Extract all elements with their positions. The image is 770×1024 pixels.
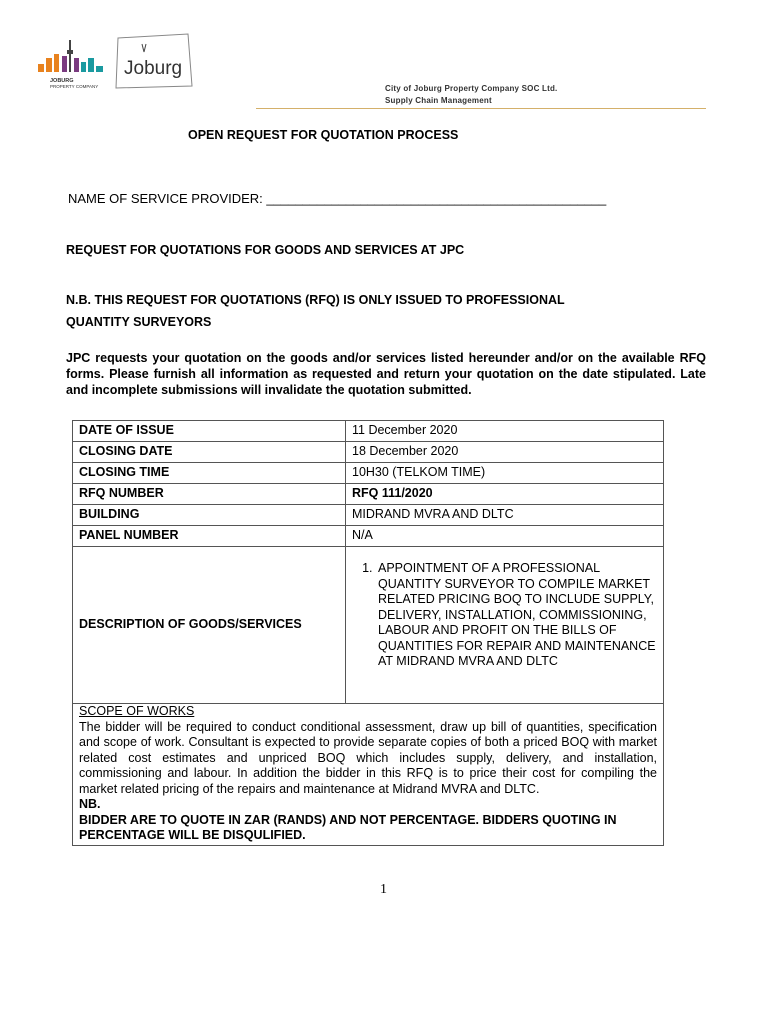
- list-item: 1. APPOINTMENT OF A PROFESSIONAL QUANTITY SURVEYOR TO COMPILE MARKET RELATED PRICING BOQ TO INCLUDE SUPPLY, DELIVERY, INSTALLATION, COMMISSIONING, LABOUR AND PROFIT ON THE BILLS OF QUANTITIES FOR REPAIR AND MAINTENANCE AT MIDRAND MVRA AND DLTC: [376, 561, 657, 670]
- description-value: [346, 547, 664, 704]
- rfq-heading: REQUEST FOR QUOTATIONS FOR GOODS AND SERVICES AT JPC: [66, 243, 465, 257]
- scope-heading: SCOPE OF WORKS: [79, 704, 195, 718]
- logo-text-1: JOBURG: [50, 78, 74, 84]
- row-value: RFQ 111/2020: [346, 484, 664, 505]
- row-value: 11 December 2020: [346, 421, 664, 442]
- nb-label: NB.: [79, 797, 101, 811]
- row-label: DATE OF ISSUE: [73, 421, 346, 442]
- document-title: OPEN REQUEST FOR QUOTATION PROCESS: [188, 128, 459, 142]
- scope-row: [73, 704, 664, 846]
- row-value: 10H30 (TELKOM TIME): [346, 463, 664, 484]
- logo-text-2: PROPERTY COMPANY: [50, 84, 99, 89]
- nb-line-1: N.B. THIS REQUEST FOR QUOTATIONS (RFQ) IS ONLY ISSUED TO PROFESSIONAL: [66, 293, 565, 307]
- row-label: CLOSING DATE: [73, 442, 346, 463]
- scope-text: The bidder will be required to conduct conditional assessment, draw up bill of quantities, specification and scope of work. Consultant is expected to provide separate copies of both a priced BOQ with market related cost estimates and unpriced BOQ which includes supply, delivery, and installation, commissioning and labour. In addition the bidder in this RFQ is to price their cost for compiling the market related pricing of the repairs and maintenance at Midrand MVRA and DLTC.: [79, 719, 657, 796]
- company-department: Supply Chain Management: [385, 96, 492, 105]
- row-label: PANEL NUMBER: [73, 526, 346, 547]
- page-number: 1: [380, 882, 387, 897]
- joburg-logo: [112, 30, 196, 92]
- nb-line-2: QUANTITY SURVEYORS: [66, 315, 212, 329]
- company-block: [385, 83, 557, 107]
- nb-text: BIDDER ARE TO QUOTE IN ZAR (RANDS) AND NOT PERCENTAGE. BIDDERS QUOTING IN PERCENTAGE WILL BE DISQULIFIED.: [79, 812, 617, 842]
- nb-notice: [66, 289, 686, 333]
- row-value: N/A: [346, 526, 664, 547]
- description-label: DESCRIPTION OF GOODS/SERVICES: [73, 547, 346, 704]
- description-list: [352, 561, 657, 670]
- description-row: [73, 547, 664, 704]
- table-row: [73, 421, 664, 442]
- row-label: RFQ NUMBER: [73, 484, 346, 505]
- table-row: [73, 505, 664, 526]
- table-row: [73, 526, 664, 547]
- scope-cell: [73, 704, 664, 846]
- table-row: [73, 463, 664, 484]
- service-provider-field: NAME OF SERVICE PROVIDER: _______________________________________________: [68, 191, 607, 206]
- row-label: CLOSING TIME: [73, 463, 346, 484]
- intro-paragraph: JPC requests your quotation on the goods and/or services listed hereunder and/or on the available RFQ forms. Please furnish all information as requested and return your quotation on the date stipulated. Late and incomplete submissions will invalidate the quotation submitted.: [66, 351, 706, 397]
- joburg-wordmark: Joburg: [124, 58, 183, 79]
- header-divider: [256, 108, 706, 109]
- row-label: BUILDING: [73, 505, 346, 526]
- table-row: [73, 484, 664, 505]
- rfq-details-table: [72, 420, 664, 846]
- table-row: [73, 442, 664, 463]
- jpc-logo: [36, 36, 108, 92]
- row-value: MIDRAND MVRA AND DLTC: [346, 505, 664, 526]
- company-name: City of Joburg Property Company SOC Ltd.: [385, 84, 558, 93]
- row-value: 18 December 2020: [346, 442, 664, 463]
